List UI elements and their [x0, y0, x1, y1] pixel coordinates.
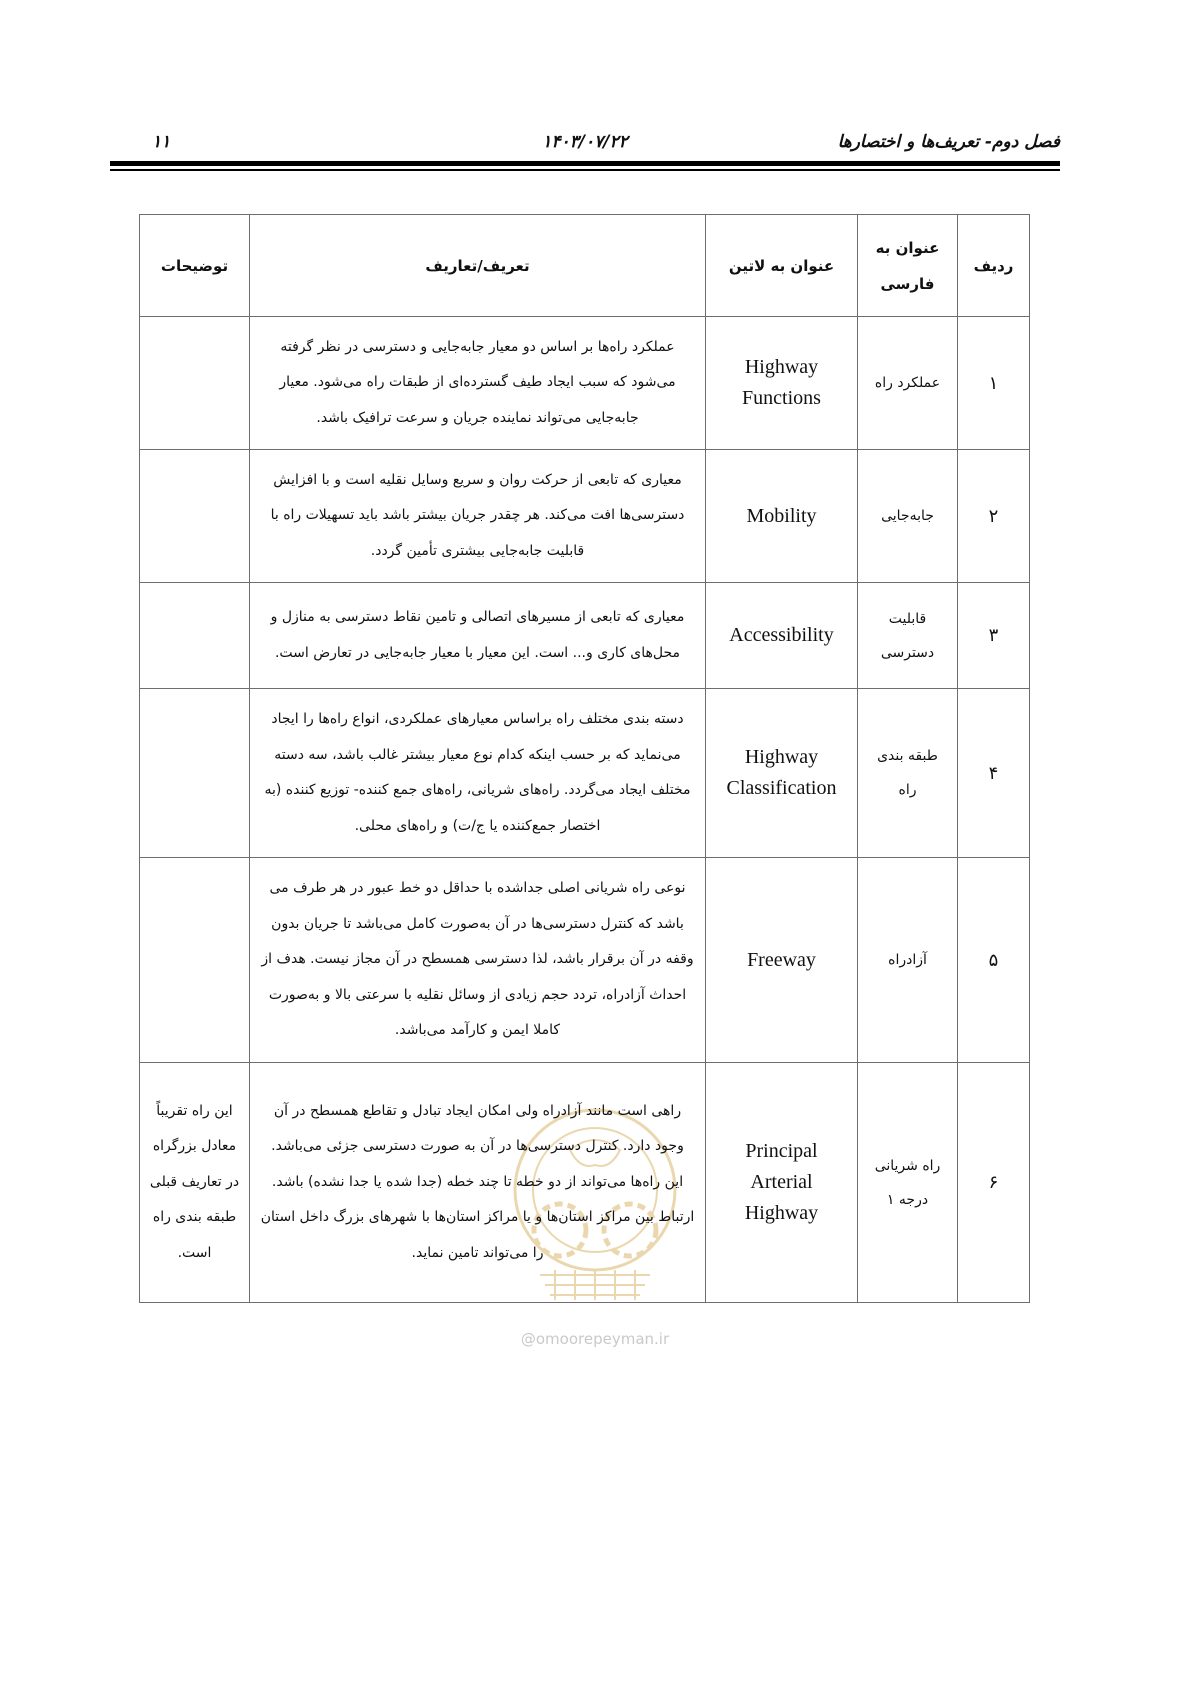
- header-row-number: ردیف: [958, 215, 1030, 317]
- row-definition: راهی است مانند آزادراه ولی امکان ایجاد تبادل و تقاطع همسطح در آن وجود دارد. کنترل دسترسی‌ها در آن به صورت دسترسی جزئی می‌باشد. این راه‌ها می‌تواند از دو خطه تا چند خطه (جدا شده یا جدا نشده) باشد. ارتباط بین مراکز استان‌ها و یا مراکز استان‌ها با شهرهای بزرگ داخل استان را می‌تواند تامین نماید.: [250, 1063, 706, 1303]
- row-title-en: Highway Functions: [706, 317, 858, 450]
- table-header-row: [140, 215, 1030, 317]
- row-definition: معیاری که تابعی از حرکت روان و سریع وسایل نقلیه است و با افزایش دسترسی‌ها افت می‌کند. هر چقدر جریان بیشتر باشد باید تسهیلات راه با قابلیت جابه‌جایی بیشتری تأمین گردد.: [250, 450, 706, 583]
- row-number: ۲: [958, 450, 1030, 583]
- row-number: ۱: [958, 317, 1030, 450]
- header-rule-thin: [110, 169, 1060, 171]
- row-definition: دسته بندی مختلف راه براساس معیارهای عملکردی، انواع راه‌ها را ایجاد می‌نماید که بر حسب اینکه کدام نوع معیار بیشتر غالب باشد، سه دسته مختلف ایجاد می‌گردد. راه‌های شریانی، راه‌های جمع کننده- توزیع کننده (به اختصار جمع‌کننده یا ج/ت) و راه‌های محلی.: [250, 689, 706, 858]
- row-notes: [140, 317, 250, 450]
- header-title-fa: عنوان به فارسی: [858, 215, 958, 317]
- table-row: [140, 1063, 1030, 1303]
- row-title-en: Freeway: [706, 858, 858, 1063]
- header-definition: تعریف/تعاریف: [250, 215, 706, 317]
- table-row: [140, 583, 1030, 689]
- row-title-fa: راه شریانی درجه ۱: [858, 1063, 958, 1303]
- row-title-en: Principal Arterial Highway: [706, 1063, 858, 1303]
- row-title-fa: آزادراه: [858, 858, 958, 1063]
- row-notes: [140, 583, 250, 689]
- row-definition: نوعی راه شریانی اصلی جداشده با حداقل دو خط عبور در هر طرف می باشد که کنترل دسترسی‌ها در آن به‌صورت کامل می‌باشد تا جریان بدون وقفه در آن برقرار باشد، لذا دسترسی همسطح در آن مجاز نیست. هدف از احداث آزادراه، تردد حجم زیادی از وسائل نقلیه با سرعتی بالا و به‌صورت کاملا ایمن و کارآمد می‌باشد.: [250, 858, 706, 1063]
- row-title-fa: عملکرد راه: [858, 317, 958, 450]
- row-notes: این راه تقریباً معادل بزرگراه در تعاریف قبلی طبقه بندی راه است.: [140, 1063, 250, 1303]
- row-title-fa: طبقه بندی راه: [858, 689, 958, 858]
- table-row: [140, 317, 1030, 450]
- definitions-table: [139, 214, 1030, 1303]
- row-title-en: Mobility: [706, 450, 858, 583]
- table-row: [140, 858, 1030, 1063]
- site-watermark: @omoorepeyman.ir: [520, 1330, 670, 1348]
- row-number: ۵: [958, 858, 1030, 1063]
- row-notes: [140, 689, 250, 858]
- chapter-title: فصل دوم- تعریف‌ها و اختصارها: [837, 132, 1060, 152]
- row-title-en: Accessibility: [706, 583, 858, 689]
- header-notes: توضیحات: [140, 215, 250, 317]
- row-definition: معیاری که تابعی از مسیرهای اتصالی و تامین نقاط دسترسی به منازل و محل‌های کاری و... است. این معیار با معیار جابه‌جایی در تعارض است.: [250, 583, 706, 689]
- header-rule-thick: [110, 161, 1060, 166]
- table-row: [140, 450, 1030, 583]
- table-row: [140, 689, 1030, 858]
- row-notes: [140, 858, 250, 1063]
- row-notes: [140, 450, 250, 583]
- row-number: ۴: [958, 689, 1030, 858]
- page-number: ۱۱: [152, 132, 171, 152]
- row-definition: عملکرد راه‌ها بر اساس دو معیار جابه‌جایی و دسترسی در نظر گرفته می‌شود که سبب ایجاد طیف گسترده‌ای از طبقات راه می‌شود. معیار جابه‌جایی می‌تواند نماینده جریان و سرعت ترافیک باشد.: [250, 317, 706, 450]
- row-title-en: Highway Classification: [706, 689, 858, 858]
- row-title-fa: جابه‌جایی: [858, 450, 958, 583]
- row-number: ۳: [958, 583, 1030, 689]
- row-title-fa: قابلیت دسترسی: [858, 583, 958, 689]
- header-title-en: عنوان به لاتین: [706, 215, 858, 317]
- header-date: ۱۴۰۳/۰۷/۲۲: [542, 132, 628, 152]
- row-number: ۶: [958, 1063, 1030, 1303]
- page-header: [110, 126, 1060, 156]
